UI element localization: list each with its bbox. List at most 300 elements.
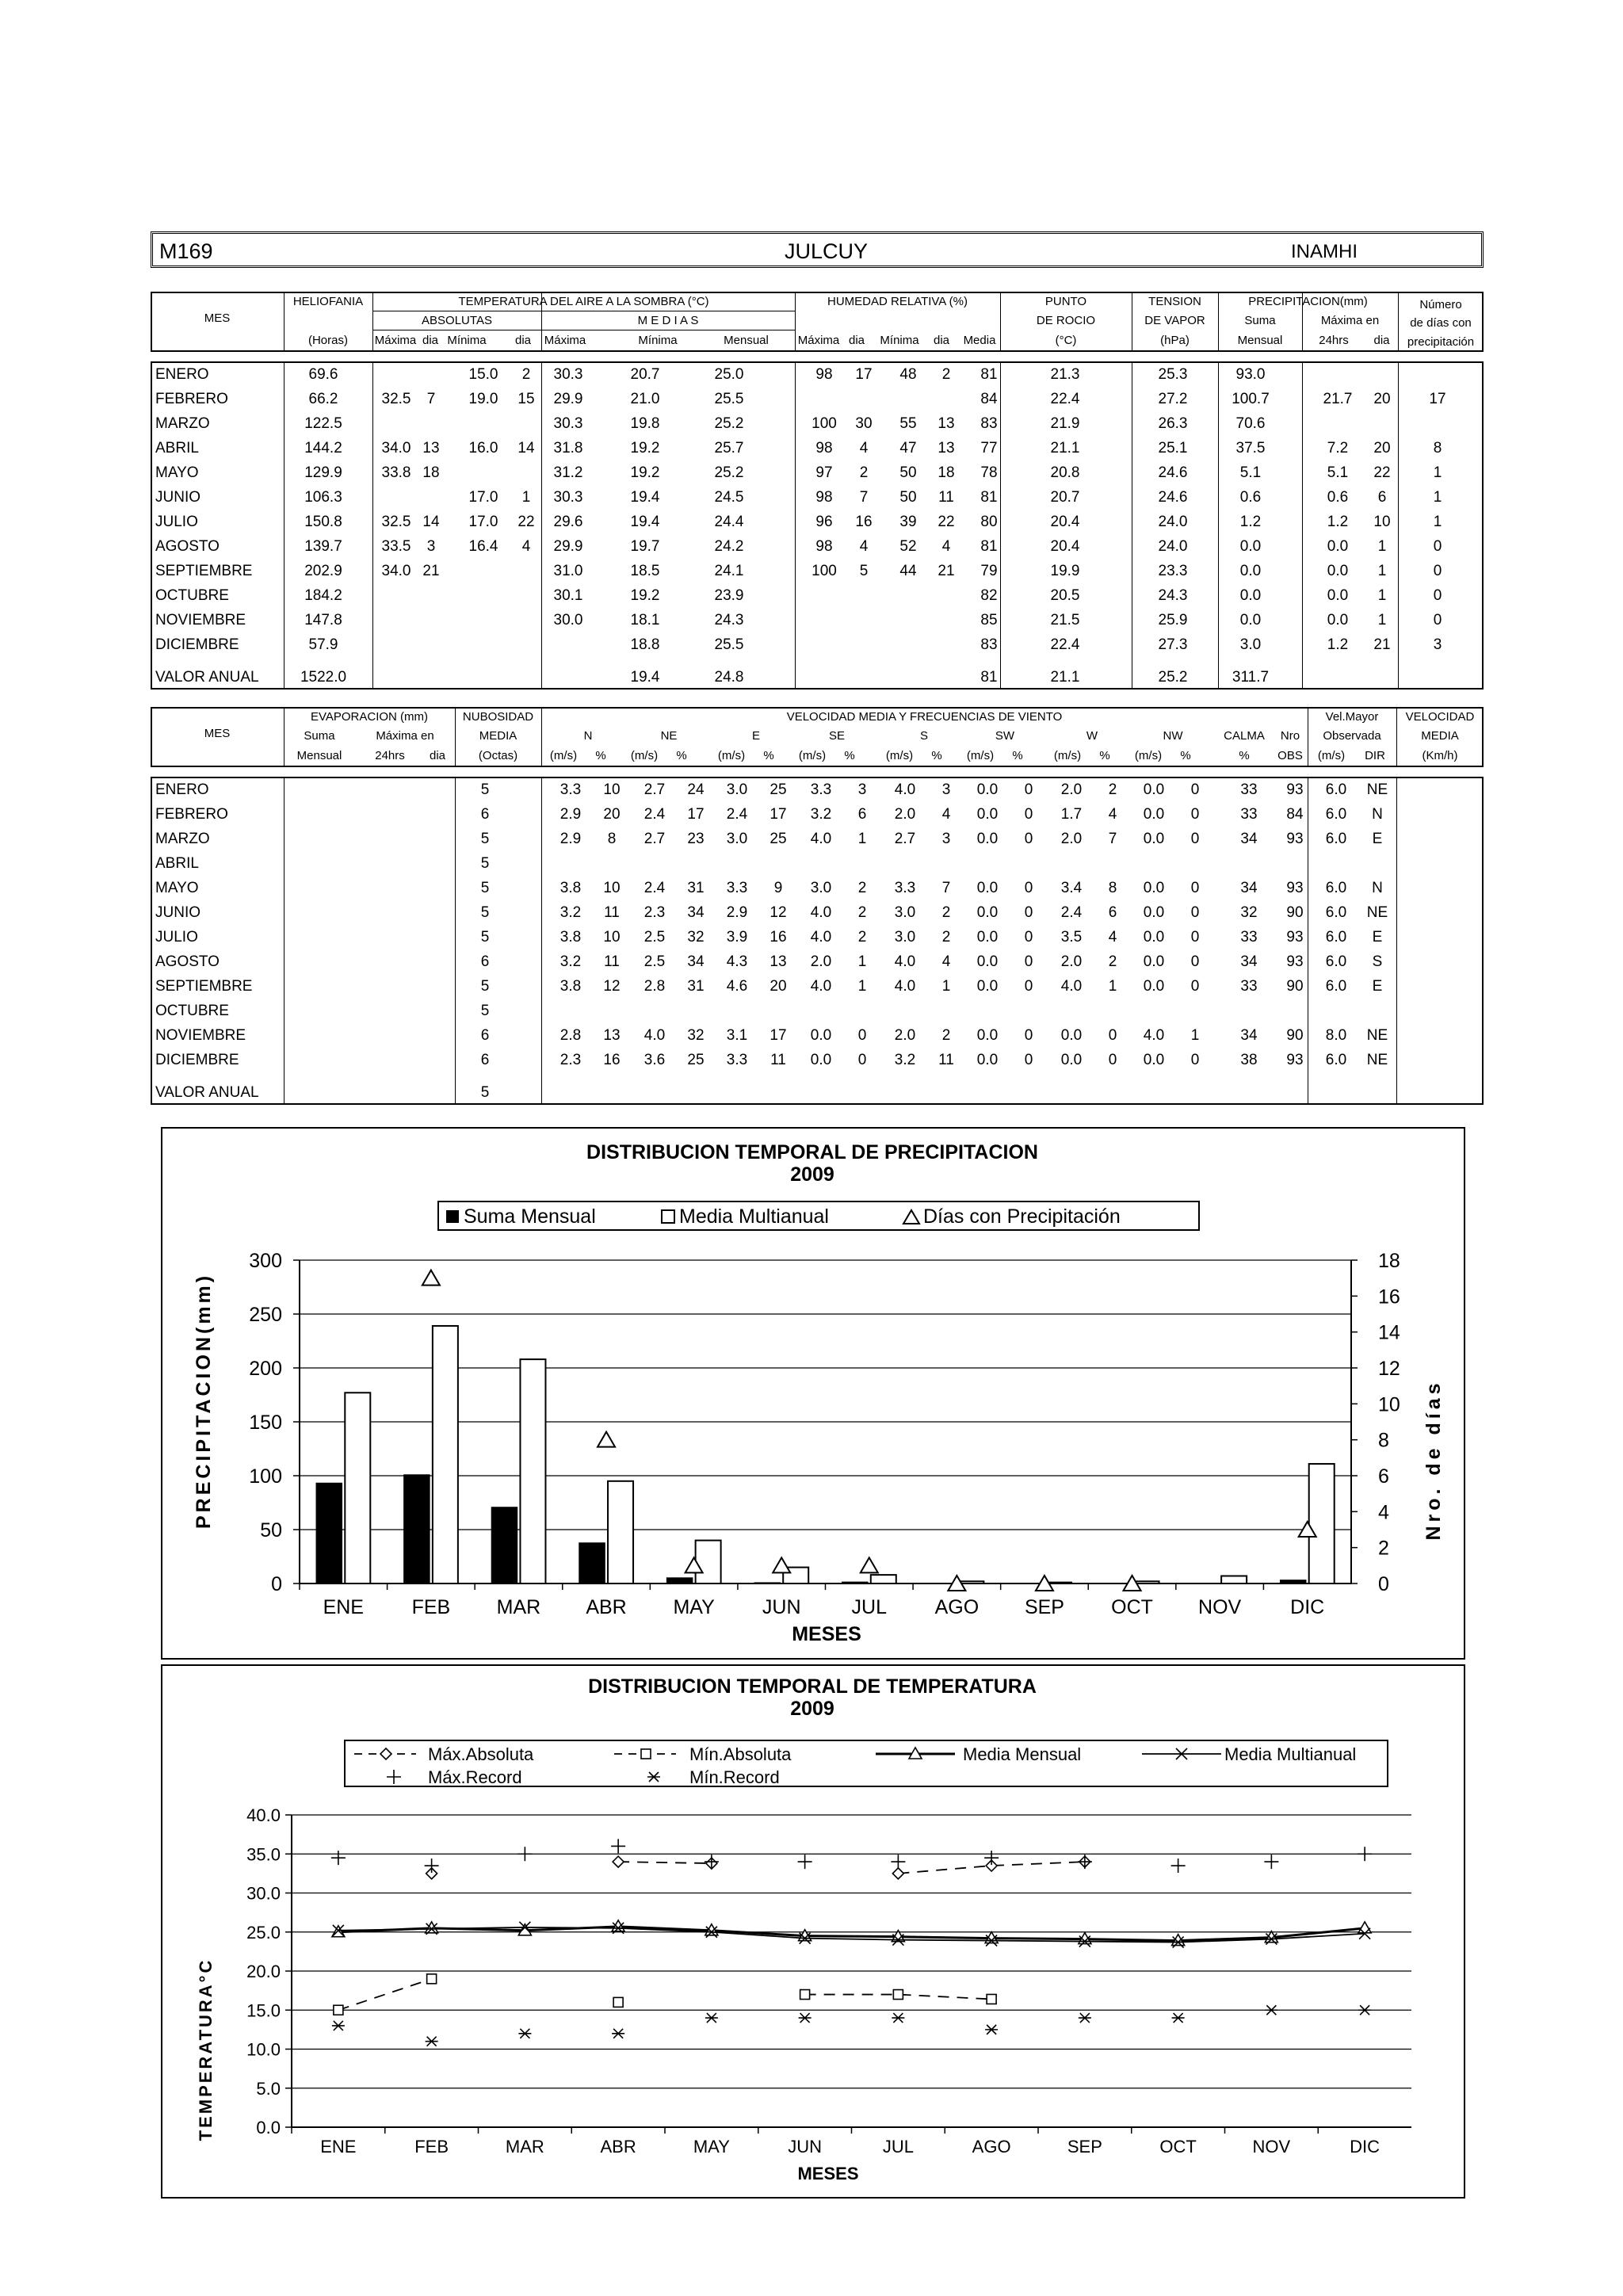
table2-cell: 2.9 xyxy=(726,904,748,921)
chart2-ytick-label: 10.0 xyxy=(246,2039,281,2060)
table1-cell: 80 xyxy=(980,514,998,530)
table1-cell: 0.0 xyxy=(1327,538,1349,555)
table2-cell: NE xyxy=(1366,1052,1388,1068)
chart1-ytick-label: 300 xyxy=(249,1250,282,1272)
table1-cell: 98 xyxy=(815,440,833,457)
table1-cell: 1 xyxy=(1433,489,1442,506)
table2-cell: 0.0 xyxy=(976,880,999,896)
t2-h-ms-5: (m/s) xyxy=(966,749,995,762)
table1-cell: 66.2 xyxy=(308,391,338,407)
table2-cell: 6.0 xyxy=(1325,978,1347,995)
chart2-ytick-label: 35.0 xyxy=(246,1844,281,1865)
table1-cell: 0 xyxy=(1433,612,1442,628)
t1-h-hum-max: Máxima xyxy=(797,334,840,347)
chart2-ytick-label: 0.0 xyxy=(256,2118,281,2137)
table1-cell: 18.5 xyxy=(630,563,660,579)
t2-h-dir-7: NW xyxy=(1163,729,1183,743)
chart2-marker-star xyxy=(1265,2005,1277,2015)
table1-cell: 25.9 xyxy=(1158,612,1188,628)
chart1-y2tick-label: 18 xyxy=(1378,1250,1400,1272)
table2-cell: 16 xyxy=(769,929,787,946)
chart2-series-line-1 xyxy=(338,1979,432,2010)
chart1-bar-suma xyxy=(667,1578,693,1584)
table2-cell: 9 xyxy=(773,880,783,896)
t2-h-maxen: Máxima en xyxy=(376,729,434,743)
chart1-xtick-label: MAR xyxy=(496,1596,541,1618)
table2-cell: 13 xyxy=(603,1027,621,1044)
chart1-y2tick-label: 4 xyxy=(1378,1501,1389,1524)
table2-cell: 6.0 xyxy=(1325,953,1347,970)
table2-cell: 0 xyxy=(1024,953,1033,970)
chart2-xtick-label: JUL xyxy=(882,2137,914,2157)
table1-cell: 81 xyxy=(980,538,998,555)
table1-cell: 24.3 xyxy=(714,612,744,628)
table2-cell: 0 xyxy=(1024,880,1033,896)
table1-cell: 20.5 xyxy=(1050,587,1080,604)
table1-cell: 5 xyxy=(859,563,869,579)
table1-cell: 21.1 xyxy=(1050,440,1080,457)
legend-media-swatch xyxy=(662,1210,674,1223)
table1-month-label: JUNIO xyxy=(155,489,200,506)
chart2-legend-label-1: Mín.Absoluta xyxy=(689,1744,792,1764)
table1-cell: 4 xyxy=(859,538,869,555)
chart1-bar-suma xyxy=(1281,1580,1306,1584)
table2-cell: 2 xyxy=(941,929,951,946)
chart2-marker-square xyxy=(613,1997,623,2007)
chart1-ytick-label: 200 xyxy=(249,1358,282,1380)
table2-month-label: NOVIEMBRE xyxy=(155,1027,246,1044)
table2-cell: 2.9 xyxy=(559,831,582,847)
table2-cell: 0 xyxy=(1024,831,1033,847)
t2-h-ms-1: (m/s) xyxy=(630,749,659,762)
table1-cell: 19.4 xyxy=(630,514,660,530)
chart1-xtick-label: MAY xyxy=(673,1596,715,1618)
table1-cell: 52 xyxy=(899,538,917,555)
table1-cell: 81 xyxy=(980,489,998,506)
table2-cell: 4.0 xyxy=(894,978,916,995)
table1-cell: 20.4 xyxy=(1050,514,1080,530)
table1-cell: 22 xyxy=(517,514,535,530)
table2-cell: 0.0 xyxy=(810,1027,832,1044)
table2-cell: 8 xyxy=(607,831,617,847)
table1-cell: 20 xyxy=(1373,440,1391,457)
table1-cell: 100 xyxy=(812,415,837,432)
table2-month-label: OCTUBRE xyxy=(155,1003,229,1019)
table2-cell: 4 xyxy=(1108,929,1117,946)
table1-cell: 48 xyxy=(899,366,917,383)
table2-cell: 0 xyxy=(1024,1027,1033,1044)
table1-cell: 30.3 xyxy=(553,489,583,506)
table1-cell: 21 xyxy=(1373,636,1391,653)
chart1-bar-suma xyxy=(404,1475,430,1584)
table2-cell: 3.0 xyxy=(726,781,748,798)
table2-cell: 84 xyxy=(1286,806,1304,823)
temperature-chart-panel xyxy=(161,1664,1465,2199)
t2-h-suma: Suma xyxy=(304,729,335,743)
chart1-y2tick-label: 10 xyxy=(1378,1393,1400,1416)
table1-cell: 139.7 xyxy=(304,538,342,555)
table2-cell: 6 xyxy=(480,1052,490,1068)
table1-cell: 16 xyxy=(855,514,873,530)
t2-h-ms-3: (m/s) xyxy=(798,749,827,762)
chart2-marker-star xyxy=(705,2013,718,2023)
table2-cell: NE xyxy=(1366,781,1388,798)
table2-cell: 25 xyxy=(687,1052,705,1068)
table2-cell: 5 xyxy=(480,929,490,946)
table1-cell: 4 xyxy=(941,538,951,555)
table1-cell: 30.3 xyxy=(553,415,583,432)
table2-cell: 2.8 xyxy=(559,1027,582,1044)
table2-cell: 6.0 xyxy=(1325,1052,1347,1068)
table2-cell: 2.0 xyxy=(810,953,832,970)
table2-cell: 0 xyxy=(1024,904,1033,921)
table2-cell: 5 xyxy=(480,781,490,798)
table2-cell: 0.0 xyxy=(1143,953,1165,970)
chart2-marker-plus xyxy=(705,1855,719,1869)
t2-h-calma: CALMA xyxy=(1224,729,1265,743)
chart2-xtick-label: ENE xyxy=(320,2137,357,2157)
chart2-marker-star xyxy=(518,2029,531,2038)
table2-cell: 90 xyxy=(1286,904,1304,921)
table1-cell: 84 xyxy=(980,391,998,407)
chart2-marker-plus xyxy=(1264,1855,1278,1869)
table2-cell: 0.0 xyxy=(1143,831,1165,847)
t2-h-ms-2: (m/s) xyxy=(717,749,746,762)
t2-h-evap: EVAPORACION (mm) xyxy=(310,710,429,724)
table1-month-label: ABRIL xyxy=(155,440,199,457)
table1-cell: 82 xyxy=(980,587,998,604)
chart1-xtick-label: ABR xyxy=(586,1596,627,1618)
table2-cell: 93 xyxy=(1286,831,1304,847)
chart2-marker-plus xyxy=(1171,1859,1186,1873)
chart1-ytick-label: 0 xyxy=(271,1573,282,1595)
chart2-ytick-label: 30.0 xyxy=(246,1883,281,1904)
chart1-marker-dias xyxy=(598,1432,615,1447)
table1-cell: 96 xyxy=(815,514,833,530)
t1-h-hum-media: Media xyxy=(963,334,996,347)
table2-cell: 3 xyxy=(857,781,867,798)
table1-cell: 34.0 xyxy=(381,440,411,457)
table1-cell: 15.0 xyxy=(468,366,498,383)
table2-cell: 0.0 xyxy=(976,929,999,946)
table1-cell: 24.6 xyxy=(1158,489,1188,506)
table2-cell: 3.3 xyxy=(810,781,832,798)
table2-cell: 4.0 xyxy=(643,1027,666,1044)
table1-month-label: NOVIEMBRE xyxy=(155,612,246,628)
table1-cell: 144.2 xyxy=(304,440,342,457)
table2-cell: 90 xyxy=(1286,1027,1304,1044)
chart1-bar-media xyxy=(1221,1576,1247,1584)
table2-cell: 0.0 xyxy=(810,1052,832,1068)
table1-cell: 23.9 xyxy=(714,587,744,604)
t1-h-helio-unit: (Horas) xyxy=(307,334,348,347)
t2-h-pct-7: % xyxy=(1180,749,1191,762)
chart1-xtick-label: FEB xyxy=(411,1596,451,1618)
table2-cell: 3.6 xyxy=(643,1052,666,1068)
table2-cell: 38 xyxy=(1240,1052,1258,1068)
table1-cell: 18.1 xyxy=(630,612,660,628)
table1-cell: 2 xyxy=(941,366,951,383)
table1-cell: 3 xyxy=(426,538,436,555)
table2-cell: 34 xyxy=(687,953,705,970)
table2-cell: 3.0 xyxy=(894,929,916,946)
chart1-bar-suma xyxy=(754,1583,780,1584)
chart2-marker-plus xyxy=(891,1855,905,1869)
chart1-ytick-label: 100 xyxy=(249,1465,282,1488)
table2-cell: 4.0 xyxy=(810,978,832,995)
table2-cell: 4.6 xyxy=(726,978,748,995)
table1-cell: 106.3 xyxy=(304,489,342,506)
chart2-ytick-label: 25.0 xyxy=(246,1922,281,1943)
chart1-bar-media xyxy=(345,1392,370,1584)
t2-h-calma-pct: % xyxy=(1239,749,1250,762)
t2-h-pct-1: % xyxy=(676,749,687,762)
chart1-bar-media xyxy=(433,1326,458,1584)
table1-cell: 18 xyxy=(938,464,955,481)
table2-cell: 3.3 xyxy=(559,781,582,798)
table2-cell: 3.0 xyxy=(726,831,748,847)
table1-annual-label: VALOR ANUAL xyxy=(155,669,259,686)
table1-cell: 19.2 xyxy=(630,440,660,457)
table1-cell: 19.2 xyxy=(630,464,660,481)
table2-cell: 3 xyxy=(941,831,951,847)
t2-h-nub-media: MEDIA xyxy=(479,729,517,743)
t2-h-velocidad: VELOCIDAD xyxy=(1405,710,1475,724)
table2-cell: 0 xyxy=(1190,1052,1200,1068)
table2-cell: 93 xyxy=(1286,1052,1304,1068)
table1-cell: 11 xyxy=(938,489,954,506)
table2-cell: 32 xyxy=(687,929,705,946)
t2-h-velmayor: Vel.Mayor xyxy=(1325,710,1379,724)
chart2-series-line-0 xyxy=(618,1862,712,1863)
table1-cell: 25.5 xyxy=(714,636,744,653)
t2-h-dir-3: SE xyxy=(828,729,845,743)
t2-h-mes: MES xyxy=(204,727,231,740)
chart2-xtick-label: MAR xyxy=(505,2137,544,2157)
table2-cell: 33 xyxy=(1240,781,1258,798)
t2-h-dia: dia xyxy=(429,749,446,762)
table2-cell: 13 xyxy=(769,953,787,970)
table1-cell: 17 xyxy=(1429,391,1446,407)
table2-cell: S xyxy=(1372,953,1383,970)
table1-cell: 24.2 xyxy=(714,538,744,555)
table1-month-label: FEBRERO xyxy=(155,391,228,407)
table1-cell: 3 xyxy=(1433,636,1442,653)
chart2-marker-star xyxy=(985,2025,998,2034)
table2-month-label: MARZO xyxy=(155,831,210,847)
table1-cell: 98 xyxy=(815,489,833,506)
table1-month-label: AGOSTO xyxy=(155,538,220,555)
table2-cell: 0 xyxy=(1108,1052,1117,1068)
table2-cell: 3.8 xyxy=(559,929,582,946)
table2-cell: 7 xyxy=(941,880,951,896)
chart1-y2tick-label: 14 xyxy=(1378,1321,1400,1344)
table1-cell: 37.5 xyxy=(1235,440,1266,457)
table2-cell: 3.4 xyxy=(1060,880,1083,896)
table2-cell: 25 xyxy=(769,781,787,798)
table2-cell: 5 xyxy=(480,904,490,921)
table1-cell: 79 xyxy=(980,563,998,579)
t1-h-derocio: DE ROCIO xyxy=(1036,314,1096,327)
table2-cell: 2 xyxy=(941,904,951,921)
table1-cell: 78 xyxy=(980,464,998,481)
t1-h-med-mensual: Mensual xyxy=(724,334,769,347)
chart2-ytick-label: 15.0 xyxy=(246,2000,281,2021)
chart1-bar-suma xyxy=(579,1543,605,1584)
table2-cell: 0.0 xyxy=(1143,1052,1165,1068)
t2-h-ms-0: (m/s) xyxy=(549,749,578,762)
table1-cell: 15 xyxy=(517,391,535,407)
table1-cell: 25.2 xyxy=(714,415,744,432)
table2-cell: 3.2 xyxy=(894,1052,916,1068)
table2-cell: 2.3 xyxy=(643,904,666,921)
table2-cell: 1 xyxy=(1190,1027,1200,1044)
chart2-marker-triangle xyxy=(1358,1922,1371,1933)
chart1-y2tick-label: 16 xyxy=(1378,1286,1400,1308)
table1-cell: 93.0 xyxy=(1235,366,1266,383)
table2-cell: 31 xyxy=(687,880,705,896)
table1-cell: 147.8 xyxy=(304,612,342,628)
table2-cell: 6.0 xyxy=(1325,904,1347,921)
table2-cell: 8 xyxy=(1108,880,1117,896)
t1-h-punto: PUNTO xyxy=(1044,295,1087,308)
table1-cell: 1 xyxy=(1377,612,1387,628)
table1-cell: 47 xyxy=(899,440,917,457)
table2-month-label: MAYO xyxy=(155,880,199,896)
table1-cell: 0.0 xyxy=(1327,612,1349,628)
table1-annual-cell: 24.8 xyxy=(714,669,744,686)
t2-h-vel-media: MEDIA xyxy=(1421,729,1459,743)
table1-cell: 24.5 xyxy=(714,489,744,506)
table2-cell: 11 xyxy=(938,1052,954,1068)
table2-cell: 1 xyxy=(1108,978,1117,995)
table2-cell: 2.0 xyxy=(1060,831,1083,847)
chart1-y2tick-label: 6 xyxy=(1378,1465,1389,1488)
legend-dias-label: Días con Precipitación xyxy=(923,1205,1121,1228)
table2-cell: 34 xyxy=(1240,880,1258,896)
chart2-xtick-label: NOV xyxy=(1252,2137,1291,2157)
table2-cell: 2.9 xyxy=(559,806,582,823)
chart1-bar-media xyxy=(608,1481,633,1584)
chart2-marker-star xyxy=(612,2029,624,2038)
t2-h-pct-0: % xyxy=(595,749,606,762)
table1-cell: 20.8 xyxy=(1050,464,1080,481)
chart2-marker-plus xyxy=(611,1839,625,1853)
table1-month-label: ENERO xyxy=(155,366,209,383)
t1-h-hum-min: Mínima xyxy=(880,334,919,347)
table1-cell: 32.5 xyxy=(381,391,411,407)
table2-cell: 6 xyxy=(857,806,867,823)
table1-cell: 34.0 xyxy=(381,563,411,579)
table2-cell: 0.0 xyxy=(976,806,999,823)
table2-cell: 2 xyxy=(857,904,867,921)
table1-cell: 44 xyxy=(899,563,917,579)
chart1-ytick-label: 50 xyxy=(260,1519,282,1541)
t2-h-pct-6: % xyxy=(1099,749,1110,762)
table2-cell: N xyxy=(1372,880,1383,896)
t1-h-diascon: de días con xyxy=(1410,316,1472,330)
chart2-marker-plus xyxy=(1078,1855,1092,1869)
t1-h-tension: TENSION xyxy=(1148,295,1201,308)
table2-cell: 2.4 xyxy=(643,880,666,896)
t1-h-abs-dia1: dia xyxy=(422,334,439,347)
table2-cell: 6.0 xyxy=(1325,929,1347,946)
chart2-ytick-label: 20.0 xyxy=(246,1962,281,1981)
t2-h-ms-4: (m/s) xyxy=(885,749,914,762)
t1-h-hum-dia2: dia xyxy=(933,334,950,347)
chart1-marker-dias xyxy=(773,1557,790,1572)
table1-cell: 20.7 xyxy=(1050,489,1080,506)
table1-cell: 55 xyxy=(899,415,917,432)
t1-h-abs-dia2: dia xyxy=(514,334,532,347)
table2-cell: 6 xyxy=(480,953,490,970)
t1-h-mes: MES xyxy=(204,311,231,325)
chart1-plot-area xyxy=(249,1250,1400,1618)
table2-cell: 0 xyxy=(1190,953,1200,970)
t2-h-dir-2: E xyxy=(751,729,760,743)
table1-cell: 83 xyxy=(980,415,998,432)
table2-cell: E xyxy=(1372,831,1383,847)
table1-cell: 5.1 xyxy=(1239,464,1262,481)
table1-cell: 25.1 xyxy=(1158,440,1188,457)
table1-cell: 4 xyxy=(521,538,531,555)
table1-cell: 13 xyxy=(938,415,955,432)
t2-h-dir-5: SW xyxy=(995,729,1015,743)
table2-cell: 0.0 xyxy=(1143,929,1165,946)
table1-cell: 50 xyxy=(899,464,917,481)
table2-cell: 6.0 xyxy=(1325,831,1347,847)
t2-h-kmh: (Km/h) xyxy=(1422,749,1458,762)
chart2-xtick-label: SEP xyxy=(1067,2137,1102,2157)
table1-annual-cell: 81 xyxy=(980,669,998,686)
table2-cell: 6 xyxy=(480,806,490,823)
table2-cell: 33 xyxy=(1240,929,1258,946)
table2-cell: 7 xyxy=(1108,831,1117,847)
table2-cell: 0 xyxy=(1190,781,1200,798)
table1-cell: 19.7 xyxy=(630,538,660,555)
table2-cell: 32 xyxy=(687,1027,705,1044)
table1-cell: 16.0 xyxy=(468,440,498,457)
table2-cell: 20 xyxy=(769,978,787,995)
chart1-xlabel: MESES xyxy=(792,1623,861,1645)
chart2-legend-label-0: Máx.Absoluta xyxy=(428,1744,534,1764)
table2-cell: 32 xyxy=(1240,904,1258,921)
chart2-ytick-label: 40.0 xyxy=(246,1805,281,1825)
table2-cell: 17 xyxy=(687,806,705,823)
table1-cell: 22.4 xyxy=(1050,391,1080,407)
table1-cell: 7 xyxy=(426,391,436,407)
table1-cell: 0.0 xyxy=(1239,587,1262,604)
table2-cell: 3.5 xyxy=(1060,929,1083,946)
table2-cell: 0 xyxy=(1024,1052,1033,1068)
table1-cell: 27.2 xyxy=(1158,391,1188,407)
chart1-xtick-label: JUL xyxy=(851,1596,888,1618)
t1-h-med-max: Máxima xyxy=(544,334,586,347)
table1-cell: 17.0 xyxy=(468,489,498,506)
table2-month-label: SEPTIEMBRE xyxy=(155,978,253,995)
chart2-marker-square xyxy=(987,1994,996,2004)
chart2-marker-square xyxy=(427,1974,437,1984)
chart1-xtick-label: JUN xyxy=(762,1596,801,1618)
t2-h-dir-0: N xyxy=(583,729,593,743)
table1-cell: 70.6 xyxy=(1235,415,1266,432)
table2-cell: 5 xyxy=(480,831,490,847)
table1-cell: 25.3 xyxy=(1158,366,1188,383)
chart2-marker-diamond xyxy=(892,1868,903,1879)
table2-cell: 0 xyxy=(857,1027,867,1044)
precipitation-chart xyxy=(162,1129,1463,1657)
chart2-xtick-label: OCT xyxy=(1159,2137,1197,2157)
